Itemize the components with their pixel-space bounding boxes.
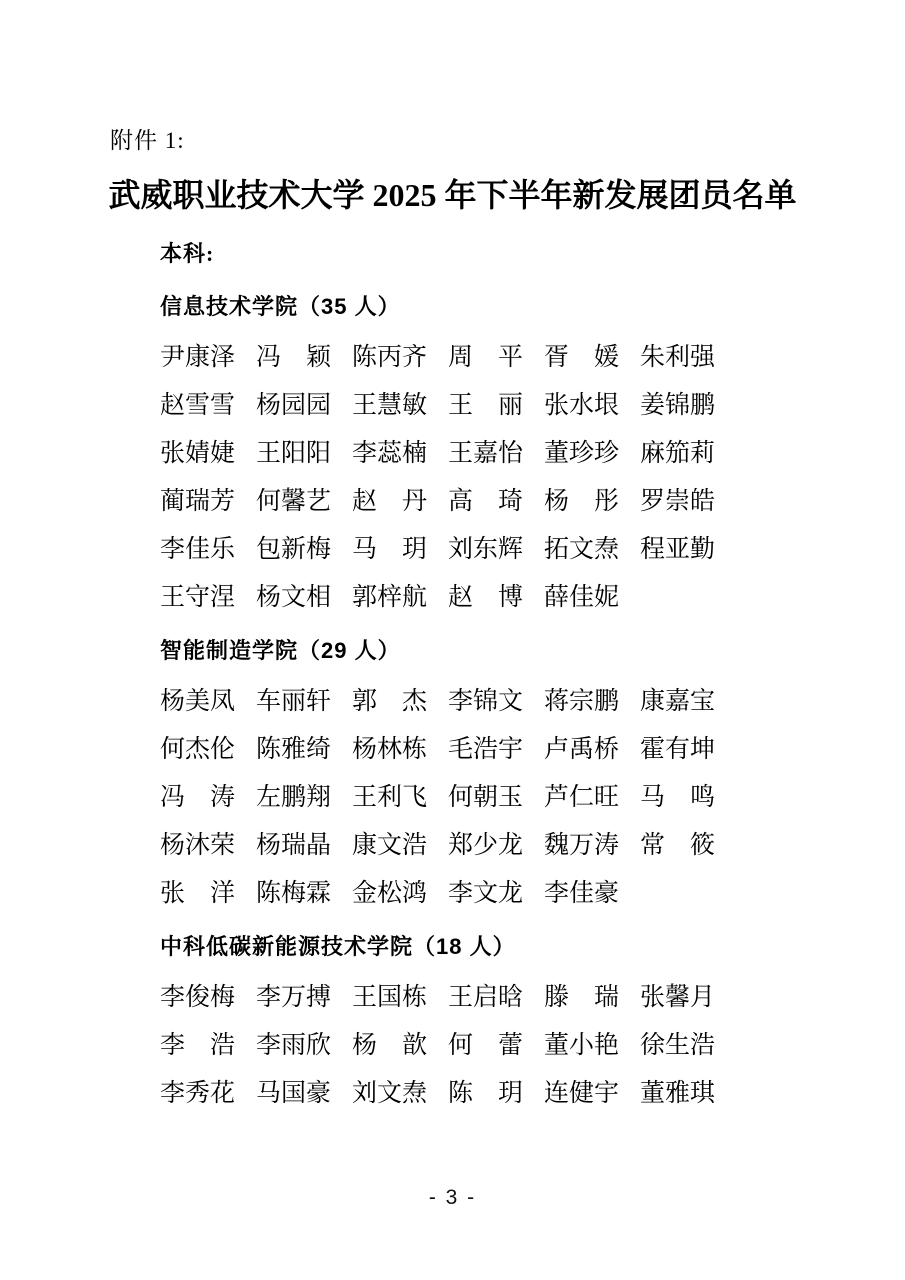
member-name: 王守涅: [160, 584, 236, 611]
name-row: [160, 574, 905, 622]
member-name: 王国栋: [352, 984, 428, 1011]
member-name: 左鹏翔: [256, 784, 332, 811]
member-name: 连健宇: [544, 1080, 620, 1107]
section-header: 中科低碳新能源技术学院（18 人）: [160, 934, 516, 959]
member-name: 王 丽: [448, 392, 524, 419]
member-name: 赵 博: [448, 584, 524, 611]
member-name: 郭梓航: [352, 584, 428, 611]
name-row: [160, 1070, 905, 1118]
member-name: 马国豪: [256, 1080, 332, 1107]
member-name: 姜锦鹏: [640, 392, 716, 419]
college-section: [0, 280, 905, 622]
member-name: 赵 丹: [352, 488, 428, 515]
member-name: 马 玥: [352, 536, 428, 563]
member-name: 刘东辉: [448, 536, 524, 563]
page-number: - 3 -: [428, 1186, 477, 1209]
name-row: [160, 974, 905, 1022]
member-name: 魏万涛: [544, 832, 620, 859]
name-row: [160, 526, 905, 574]
member-name: 何 蕾: [448, 1032, 524, 1059]
member-name: 周 平: [448, 344, 524, 371]
member-name: 金松鸿: [352, 880, 428, 907]
member-name: 李秀花: [160, 1080, 236, 1107]
member-name: 李佳豪: [544, 880, 620, 907]
member-name: 李锦文: [448, 688, 524, 715]
member-name: 陈 玥: [448, 1080, 524, 1107]
member-name: 王慧敏: [352, 392, 428, 419]
member-name: 刘文焘: [352, 1080, 428, 1107]
member-name: 陈丙齐: [352, 344, 428, 371]
degree-label: 本科:: [160, 241, 215, 266]
member-name: 杨美凤: [160, 688, 236, 715]
member-name: 郑少龙: [448, 832, 524, 859]
section-header: 智能制造学院（29 人）: [160, 638, 401, 663]
member-name: 杨 歆: [352, 1032, 428, 1059]
name-row: [160, 382, 905, 430]
member-name: 卢禹桥: [544, 736, 620, 763]
member-name: 车丽轩: [256, 688, 332, 715]
member-name: 康文浩: [352, 832, 428, 859]
member-name: 杨园园: [256, 392, 332, 419]
member-name: 麻笳莉: [640, 440, 716, 467]
member-name: 李文龙: [448, 880, 524, 907]
member-name: 包新梅: [256, 536, 332, 563]
member-name: 陈雅绮: [256, 736, 332, 763]
member-name: 李万搏: [256, 984, 332, 1011]
page-title: 武威职业技术大学 2025 年下半年新发展团员名单: [108, 177, 797, 213]
member-name: 杨 彤: [544, 488, 620, 515]
member-name: 李 浩: [160, 1032, 236, 1059]
member-name: 冯 颖: [256, 344, 332, 371]
name-row: [160, 478, 905, 526]
name-row: [160, 726, 905, 774]
member-name: 拓文焘: [544, 536, 620, 563]
member-name: 马 鸣: [640, 784, 716, 811]
member-name: 朱利强: [640, 344, 716, 371]
name-row: [160, 870, 905, 918]
name-row: [160, 334, 905, 382]
member-name: 王嘉怡: [448, 440, 524, 467]
member-name: 何杰伦: [160, 736, 236, 763]
member-name: 王利飞: [352, 784, 428, 811]
member-name: 尹康泽: [160, 344, 236, 371]
member-name: 罗崇皓: [640, 488, 716, 515]
member-sections: [0, 280, 905, 1120]
member-name: 蒋宗鹏: [544, 688, 620, 715]
college-section: [0, 920, 905, 1118]
name-row: [160, 822, 905, 870]
member-name: 杨林栋: [352, 736, 428, 763]
member-name: 何朝玉: [448, 784, 524, 811]
member-name: 张水垠: [544, 392, 620, 419]
member-name: 滕 瑞: [544, 984, 620, 1011]
member-name: 董珍珍: [544, 440, 620, 467]
member-name: 常 筱: [640, 832, 716, 859]
member-name: 李佳乐: [160, 536, 236, 563]
member-name: 胥 媛: [544, 344, 620, 371]
member-name: 张婧婕: [160, 440, 236, 467]
member-name: 董小艳: [544, 1032, 620, 1059]
member-name: 王阳阳: [256, 440, 332, 467]
member-name: 程亚勤: [640, 536, 716, 563]
member-name: 杨瑞晶: [256, 832, 332, 859]
member-name: 薛佳妮: [544, 584, 620, 611]
member-name: 蔺瑞芳: [160, 488, 236, 515]
member-name: 毛浩宇: [448, 736, 524, 763]
member-name: 芦仁旺: [544, 784, 620, 811]
member-name: 徐生浩: [640, 1032, 716, 1059]
member-name: 李雨欣: [256, 1032, 332, 1059]
member-name: 张馨月: [640, 984, 716, 1011]
section-header: 信息技术学院（35 人）: [160, 294, 401, 319]
attachment-label: 附件 1:: [110, 128, 185, 153]
member-name: 杨文相: [256, 584, 332, 611]
member-name: 董雅琪: [640, 1080, 716, 1107]
member-name: 何馨艺: [256, 488, 332, 515]
member-name: 冯 涛: [160, 784, 236, 811]
member-name: 高 琦: [448, 488, 524, 515]
name-row: [160, 430, 905, 478]
college-section: [0, 624, 905, 918]
name-row: [160, 774, 905, 822]
member-name: 张 洋: [160, 880, 236, 907]
member-name: 李蕊楠: [352, 440, 428, 467]
name-row: [160, 1022, 905, 1070]
member-name: 霍有坤: [640, 736, 716, 763]
name-row: [160, 678, 905, 726]
member-name: 王启晗: [448, 984, 524, 1011]
member-name: 李俊梅: [160, 984, 236, 1011]
member-name: 杨沐荣: [160, 832, 236, 859]
member-name: 康嘉宝: [640, 688, 716, 715]
member-name: 郭 杰: [352, 688, 428, 715]
member-name: 赵雪雪: [160, 392, 236, 419]
member-name: 陈梅霖: [256, 880, 332, 907]
